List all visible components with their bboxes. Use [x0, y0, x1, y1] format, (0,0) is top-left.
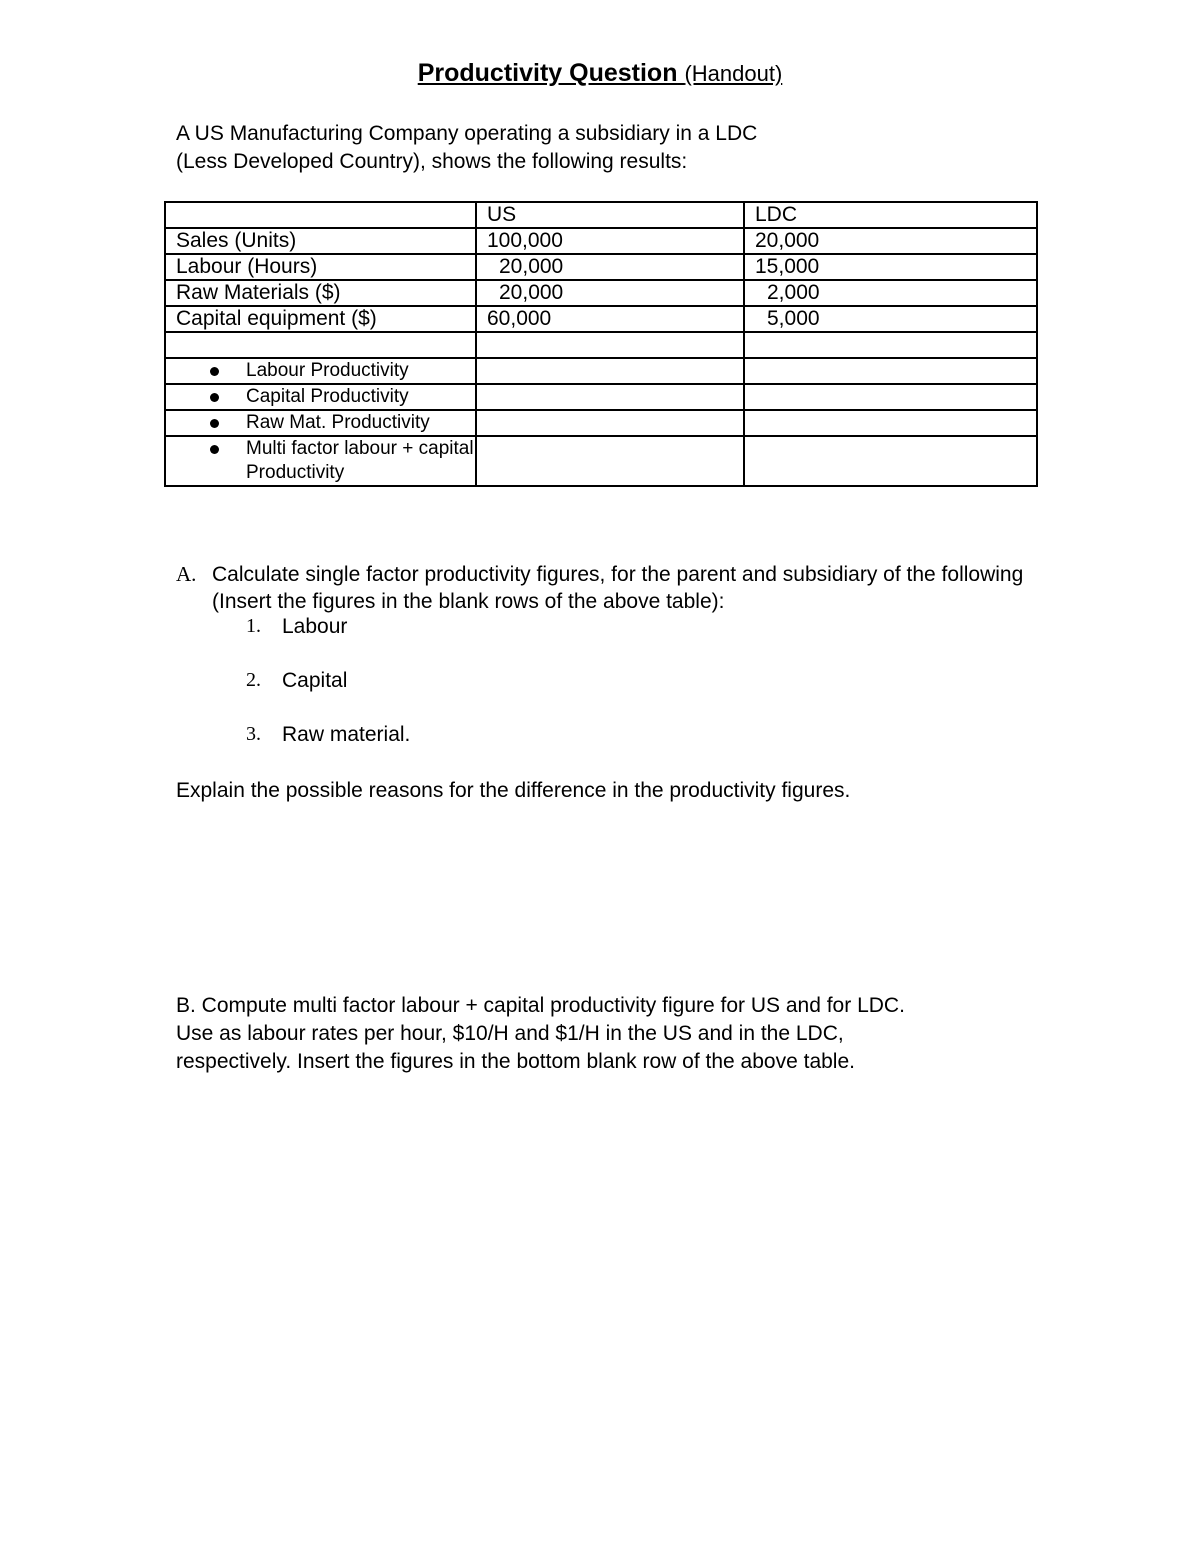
- bullet-label: Labour Productivity: [246, 360, 409, 381]
- bullet-label: Multi factor labour + capital Productivity: [246, 438, 474, 483]
- intro-line-1: A US Manufacturing Company operating a subsidiary in a LDC: [176, 122, 758, 145]
- bullet-label-cell: [165, 358, 476, 384]
- ldc-answer-cell: [744, 358, 1037, 384]
- row-label: Labour (Hours): [165, 254, 476, 280]
- list-text: Capital: [282, 669, 348, 692]
- part-b-line-1: B. Compute multi factor labour + capital productivity figure for US and for LDC.: [176, 994, 905, 1017]
- bullet-label-cell: [165, 410, 476, 436]
- table-row-capital-productivity: [165, 384, 1037, 410]
- ldc-value: 5,000: [744, 306, 1037, 332]
- part-b-question: [176, 992, 905, 1076]
- us-value: 20,000: [476, 280, 744, 306]
- intro-paragraph: [176, 120, 757, 176]
- header-cell-ldc: LDC: [744, 202, 1037, 228]
- part-a-text: Calculate single factor productivity figures, for the parent and subsidiary of the following (Insert the figures in the blank rows of the above table):: [212, 563, 1024, 613]
- bullet-icon: [210, 393, 219, 402]
- row-label: Capital equipment ($): [165, 306, 476, 332]
- part-a-question: [176, 561, 1056, 615]
- page-title: [0, 56, 1200, 91]
- list-number: 2.: [246, 669, 261, 691]
- list-text: Labour: [282, 615, 348, 638]
- blank-cell: [744, 332, 1037, 358]
- header-cell-empty: [165, 202, 476, 228]
- bullet-icon: [210, 367, 219, 376]
- part-b-line-3: respectively. Insert the figures in the bottom blank row of the above table.: [176, 1050, 855, 1073]
- part-a-letter: A.: [176, 562, 197, 586]
- blank-cell: [165, 332, 476, 358]
- us-value: 100,000: [476, 228, 744, 254]
- row-label: Raw Materials ($): [165, 280, 476, 306]
- ldc-answer-cell: [744, 410, 1037, 436]
- us-answer-cell: [476, 384, 744, 410]
- us-answer-cell: [476, 358, 744, 384]
- list-number: 3.: [246, 723, 261, 745]
- part-b-line-2: Use as labour rates per hour, $10/H and $1/H in the US and in the LDC,: [176, 1022, 844, 1045]
- bullet-icon: [210, 445, 219, 454]
- title-main: Productivity Question: [417, 59, 678, 87]
- table-row: [165, 280, 1037, 306]
- header-cell-us: US: [476, 202, 744, 228]
- ldc-value: 2,000: [744, 280, 1037, 306]
- blank-cell: [476, 332, 744, 358]
- bullet-label: Capital Productivity: [246, 386, 409, 407]
- table-row: [165, 254, 1037, 280]
- table-row-labour-productivity: [165, 358, 1037, 384]
- us-answer-cell: [476, 436, 744, 486]
- ldc-value: 20,000: [744, 228, 1037, 254]
- table-row: [165, 228, 1037, 254]
- table-row-blank: [165, 332, 1037, 358]
- explain-prompt: Explain the possible reasons for the difference in the productivity figures.: [176, 779, 851, 802]
- table-row-rawmat-productivity: [165, 410, 1037, 436]
- list-text: Raw material.: [282, 723, 411, 746]
- bullet-label-cell: [165, 384, 476, 410]
- bullet-icon: [210, 419, 219, 428]
- row-label: Sales (Units): [165, 228, 476, 254]
- intro-line-2: (Less Developed Country), shows the following results:: [176, 150, 688, 173]
- bullet-label: Raw Mat. Productivity: [246, 412, 430, 433]
- list-number: 1.: [246, 615, 261, 637]
- bullet-label-cell: [165, 436, 476, 486]
- table-row: [165, 306, 1037, 332]
- us-value: 60,000: [476, 306, 744, 332]
- ldc-value: 15,000: [744, 254, 1037, 280]
- table-header-row: [165, 202, 1037, 228]
- ldc-answer-cell: [744, 436, 1037, 486]
- table-row-multifactor-productivity: [165, 436, 1037, 486]
- results-table: [164, 201, 1038, 487]
- us-answer-cell: [476, 410, 744, 436]
- ldc-answer-cell: [744, 384, 1037, 410]
- title-sub: (Handout): [684, 61, 783, 86]
- us-value: 20,000: [476, 254, 744, 280]
